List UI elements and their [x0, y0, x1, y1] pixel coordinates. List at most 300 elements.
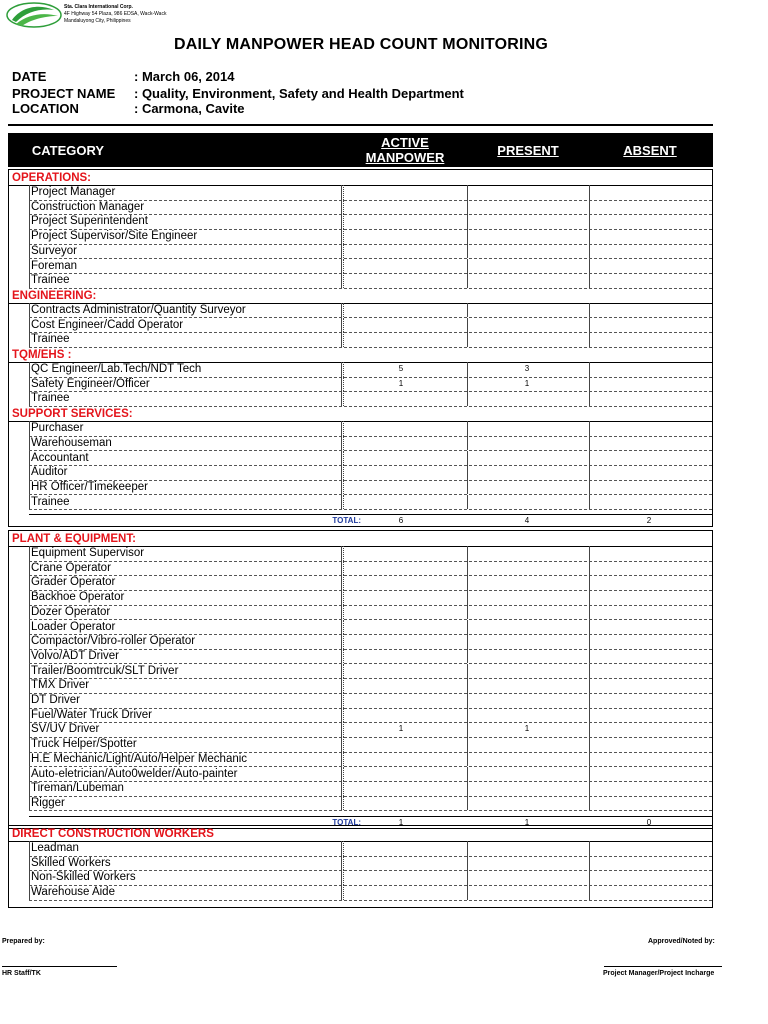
column-divider — [341, 649, 342, 664]
column-divider — [467, 421, 468, 436]
row-label: Non-Skilled Workers — [31, 871, 136, 884]
table-row — [29, 722, 712, 738]
column-divider — [589, 303, 590, 318]
row-label: Auto-eletrician/Auto0welder/Auto-painter — [31, 767, 238, 780]
column-divider — [589, 391, 590, 406]
colon-divider — [343, 693, 344, 708]
column-divider — [467, 885, 468, 900]
row-label: Backhoe Operator — [31, 591, 125, 604]
row-label: TMX Driver — [31, 679, 90, 692]
approved-signature-line — [604, 966, 722, 967]
column-divider — [467, 200, 468, 215]
prepared-by-label: Prepared by: — [2, 938, 45, 945]
column-divider — [467, 796, 468, 811]
column-divider — [467, 391, 468, 406]
column-divider — [589, 332, 590, 347]
table-header — [8, 133, 713, 167]
column-divider — [589, 781, 590, 796]
row-label: H.E Mechanic/Light/Auto/Helper Mechanic — [31, 752, 248, 765]
column-divider — [589, 451, 590, 466]
row-left-border — [29, 480, 30, 495]
cell-present: 1 — [524, 378, 530, 388]
info-label: PROJECT NAME — [12, 86, 116, 101]
info-value: : Quality, Environment, Safety and Health Department — [134, 86, 464, 101]
column-divider — [467, 678, 468, 693]
row-left-border — [29, 885, 30, 900]
column-divider — [341, 273, 342, 288]
column-divider — [341, 546, 342, 561]
header-active-line1: ACTIVE — [381, 135, 429, 150]
column-divider — [589, 590, 590, 605]
table-row — [29, 664, 712, 680]
column-divider — [467, 649, 468, 664]
column-divider — [467, 664, 468, 679]
row-label: Auditor — [31, 466, 68, 479]
column-divider — [589, 318, 590, 333]
colon-divider — [343, 708, 344, 723]
column-divider — [341, 856, 342, 871]
row-left-border — [29, 870, 30, 885]
colon-divider — [343, 856, 344, 871]
row-left-border — [29, 546, 30, 561]
column-divider — [467, 781, 468, 796]
row-left-border — [29, 664, 30, 679]
column-divider — [467, 856, 468, 871]
colon-divider — [343, 634, 344, 649]
column-divider — [341, 678, 342, 693]
row-left-border — [29, 362, 30, 377]
total-present: 1 — [524, 817, 530, 827]
column-divider — [589, 737, 590, 752]
row-left-border — [29, 495, 30, 510]
table-row — [29, 708, 712, 724]
row-label: Surveyor — [31, 244, 78, 257]
total-active: 6 — [398, 516, 404, 526]
row-label: HR Officer/Timekeeper — [31, 480, 148, 493]
column-divider — [341, 752, 342, 767]
section-title: TQM/EHS : — [12, 349, 72, 361]
column-divider — [341, 495, 342, 510]
row-label: Volvo/ADT Driver — [31, 649, 119, 662]
column-divider — [589, 273, 590, 288]
table-row — [29, 362, 712, 378]
column-divider — [589, 767, 590, 782]
column-divider — [589, 561, 590, 576]
row-left-border — [29, 303, 30, 318]
column-divider — [467, 451, 468, 466]
column-divider — [589, 605, 590, 620]
column-divider — [589, 752, 590, 767]
table-row — [29, 303, 712, 319]
table-row — [29, 546, 712, 562]
approved-role: Project Manager/Project Incharge — [603, 970, 715, 977]
colon-divider — [343, 575, 344, 590]
column-divider — [589, 634, 590, 649]
column-divider — [467, 693, 468, 708]
row-left-border — [29, 318, 30, 333]
info-value: : Carmona, Cavite — [134, 101, 245, 116]
table-row — [29, 451, 712, 467]
total-label: TOTAL: — [332, 817, 361, 827]
column-divider — [341, 318, 342, 333]
column-divider — [341, 590, 342, 605]
colon-divider — [343, 421, 344, 436]
column-divider — [589, 259, 590, 274]
column-divider — [341, 885, 342, 900]
cell-present: 1 — [524, 724, 530, 734]
row-label: Leadman — [31, 842, 79, 854]
section-title: ENGINEERING: — [12, 289, 97, 302]
info-line — [12, 69, 234, 85]
row-label: Fuel/Water Truck Driver — [31, 708, 152, 721]
column-divider — [589, 546, 590, 561]
table-row — [29, 620, 712, 636]
column-divider — [589, 678, 590, 693]
row-left-border — [29, 781, 30, 796]
row-left-border — [29, 767, 30, 782]
column-divider — [341, 465, 342, 480]
row-label: Safety Engineer/Officer — [31, 377, 150, 390]
colon-divider — [343, 737, 344, 752]
row-left-border — [29, 200, 30, 215]
colon-divider — [343, 885, 344, 900]
colon-divider — [343, 214, 344, 229]
table-row — [29, 693, 712, 709]
column-divider — [341, 767, 342, 782]
colon-divider — [343, 451, 344, 466]
header-active-line2: MANPOWER — [365, 150, 445, 165]
row-left-border — [29, 634, 30, 649]
colon-divider — [343, 244, 344, 259]
column-divider — [589, 870, 590, 885]
column-divider — [341, 421, 342, 436]
info-line — [12, 86, 464, 102]
table-row — [29, 421, 712, 437]
column-divider — [467, 708, 468, 723]
colon-divider — [343, 259, 344, 274]
column-divider — [589, 200, 590, 215]
column-divider — [467, 465, 468, 480]
column-divider — [589, 575, 590, 590]
column-divider — [467, 841, 468, 856]
row-label: Dozer Operator — [31, 605, 111, 618]
table-row — [29, 259, 712, 275]
table-row — [29, 649, 712, 665]
column-divider — [467, 273, 468, 288]
section-title: PLANT & EQUIPMENT: — [12, 533, 136, 545]
row-left-border — [29, 722, 30, 737]
column-divider — [467, 620, 468, 635]
column-divider — [467, 546, 468, 561]
colon-divider — [343, 752, 344, 767]
column-divider — [467, 590, 468, 605]
row-left-border — [29, 737, 30, 752]
row-left-border — [29, 229, 30, 244]
prepared-signature-line — [2, 966, 117, 967]
column-divider — [341, 561, 342, 576]
column-divider — [589, 796, 590, 811]
column-divider — [467, 332, 468, 347]
total-absent: 0 — [646, 817, 652, 827]
column-divider — [589, 708, 590, 723]
row-left-border — [29, 752, 30, 767]
row-left-border — [29, 649, 30, 664]
cell-active: 1 — [398, 378, 404, 388]
row-label: Cost Engineer/Cadd Operator — [31, 318, 184, 331]
column-divider — [467, 575, 468, 590]
colon-divider — [343, 480, 344, 495]
total-present: 4 — [524, 516, 530, 526]
column-divider — [341, 693, 342, 708]
row-left-border — [29, 451, 30, 466]
colon-divider — [343, 229, 344, 244]
column-divider — [341, 620, 342, 635]
colon-divider — [343, 678, 344, 693]
row-label: Purchaser — [31, 422, 84, 435]
row-label: DT Driver — [31, 694, 80, 706]
column-divider — [341, 841, 342, 856]
column-divider — [589, 885, 590, 900]
row-label: Construction Manager — [31, 200, 145, 213]
colon-divider — [343, 303, 344, 318]
row-left-border — [29, 561, 30, 576]
header-category: CATEGORY — [31, 143, 105, 158]
table-row — [29, 229, 712, 245]
column-divider — [467, 870, 468, 885]
row-label: Trailer/Boomtrcuk/SLT Driver — [31, 664, 179, 677]
column-divider — [589, 377, 590, 392]
column-divider — [589, 465, 590, 480]
colon-divider — [343, 332, 344, 347]
header-present: PRESENT — [497, 143, 559, 158]
colon-divider — [343, 841, 344, 856]
table-row — [29, 436, 712, 452]
info-line — [12, 101, 245, 117]
table-row — [29, 561, 712, 577]
column-divider — [467, 737, 468, 752]
colon-divider — [343, 590, 344, 605]
section-title: SUPPORT SERVICES: — [12, 408, 133, 421]
info-value: : March 06, 2014 — [134, 69, 235, 84]
row-label: Warehouseman — [31, 436, 112, 449]
colon-divider — [343, 200, 344, 215]
colon-divider — [343, 664, 344, 679]
column-divider — [589, 856, 590, 871]
column-divider — [467, 185, 468, 200]
colon-divider — [343, 273, 344, 288]
colon-divider — [343, 620, 344, 635]
table-block — [8, 169, 713, 527]
colon-divider — [343, 605, 344, 620]
column-divider — [589, 620, 590, 635]
company-address-2: Mandaluyong City, Philippines — [64, 18, 131, 24]
column-divider — [589, 693, 590, 708]
column-divider — [589, 185, 590, 200]
row-label: Project Supervisor/Site Engineer — [31, 230, 198, 243]
colon-divider — [343, 870, 344, 885]
column-divider — [589, 480, 590, 495]
row-label: Crane Operator — [31, 561, 111, 574]
table-row — [29, 781, 712, 797]
row-left-border — [29, 465, 30, 480]
column-divider — [467, 495, 468, 510]
colon-divider — [343, 436, 344, 451]
table-row — [29, 318, 712, 334]
company-name: Sta. Clara International Corp. — [64, 4, 133, 10]
document-title: DAILY MANPOWER HEAD COUNT MONITORING — [173, 36, 549, 53]
column-divider — [467, 318, 468, 333]
row-left-border — [29, 273, 30, 288]
table-row — [29, 634, 712, 650]
row-left-border — [29, 377, 30, 392]
cell-active: 1 — [398, 724, 404, 734]
approved-by-label: Approved/Noted by: — [648, 938, 715, 945]
row-label: Warehouse Aide — [31, 886, 115, 899]
row-left-border — [29, 590, 30, 605]
row-label: Accountant — [31, 451, 89, 464]
column-divider — [467, 259, 468, 274]
row-left-border — [29, 796, 30, 811]
row-label: Grader Operator — [31, 576, 116, 589]
info-label: LOCATION — [12, 101, 79, 116]
table-row — [29, 495, 712, 511]
table-row — [29, 273, 712, 289]
colon-divider — [343, 495, 344, 510]
column-divider — [589, 649, 590, 664]
row-left-border — [29, 708, 30, 723]
row-left-border — [29, 214, 30, 229]
section-title: OPERATIONS: — [12, 172, 92, 184]
row-left-border — [29, 841, 30, 856]
row-left-border — [29, 185, 30, 200]
row-label: Project Manager — [31, 186, 116, 198]
row-label: Trainee — [31, 495, 70, 508]
row-left-border — [29, 391, 30, 406]
column-divider — [341, 605, 342, 620]
table-row — [29, 391, 712, 407]
row-label: Loader Operator — [31, 620, 116, 633]
column-divider — [467, 436, 468, 451]
column-divider — [589, 436, 590, 451]
colon-divider — [343, 185, 344, 200]
table-block — [8, 825, 713, 908]
table-row — [29, 856, 712, 872]
row-label: Tireman/Lubeman — [31, 782, 124, 795]
column-divider — [467, 561, 468, 576]
column-divider — [467, 767, 468, 782]
row-label: Compactor/Vibro-roller Operator — [31, 635, 196, 648]
row-left-border — [29, 856, 30, 871]
row-left-border — [29, 421, 30, 436]
column-divider — [341, 575, 342, 590]
table-row — [29, 575, 712, 591]
row-label: Trainee — [31, 274, 70, 287]
column-divider — [467, 480, 468, 495]
column-divider — [589, 421, 590, 436]
cell-present: 3 — [524, 364, 530, 373]
row-left-border — [29, 693, 30, 708]
column-divider — [341, 451, 342, 466]
info-label: DATE — [12, 69, 47, 84]
table-row — [29, 480, 712, 496]
column-divider — [589, 841, 590, 856]
colon-divider — [343, 561, 344, 576]
colon-divider — [343, 391, 344, 406]
colon-divider — [343, 649, 344, 664]
row-left-border — [29, 436, 30, 451]
table-row — [29, 244, 712, 260]
table-row — [29, 841, 712, 857]
row-label: Foreman — [31, 259, 78, 272]
column-divider — [341, 708, 342, 723]
row-label: Rigger — [31, 796, 65, 809]
row-label: Skilled Workers — [31, 856, 111, 869]
column-divider — [589, 722, 590, 737]
row-label: QC Engineer/Lab.Tech/NDT Tech — [31, 363, 202, 375]
column-divider — [589, 214, 590, 229]
colon-divider — [343, 546, 344, 561]
colon-divider — [343, 781, 344, 796]
table-row — [29, 332, 712, 348]
column-divider — [467, 605, 468, 620]
table-row — [29, 200, 712, 216]
column-divider — [341, 303, 342, 318]
column-divider — [341, 870, 342, 885]
row-label: Truck Helper/Spotter — [31, 738, 137, 751]
row-label: Project Superintendent — [31, 215, 148, 228]
column-divider — [467, 244, 468, 259]
column-divider — [467, 229, 468, 244]
table-row — [29, 605, 712, 621]
row-left-border — [29, 244, 30, 259]
row-left-border — [29, 575, 30, 590]
column-divider — [341, 185, 342, 200]
column-divider — [341, 259, 342, 274]
row-left-border — [29, 678, 30, 693]
table-row — [29, 465, 712, 481]
cell-active: 5 — [398, 364, 404, 373]
row-label: Trainee — [31, 392, 70, 405]
row-label: Contracts Administrator/Quantity Surveyor — [31, 303, 246, 316]
column-divider — [341, 391, 342, 406]
colon-divider — [343, 318, 344, 333]
total-row — [29, 514, 712, 527]
colon-divider — [343, 796, 344, 811]
prepared-role: HR Staff/TK — [2, 970, 41, 977]
total-absent: 2 — [646, 516, 652, 526]
header-absent: ABSENT — [623, 143, 677, 158]
total-label: TOTAL: — [332, 516, 361, 526]
section-title: DIRECT CONSTRUCTION WORKERS — [12, 828, 214, 840]
column-divider — [589, 244, 590, 259]
table-row — [29, 870, 712, 886]
column-divider — [341, 796, 342, 811]
column-divider — [341, 634, 342, 649]
row-label: SV/UV Driver — [31, 723, 100, 736]
table-row — [29, 767, 712, 783]
row-left-border — [29, 605, 30, 620]
table-row — [29, 885, 712, 901]
table-row — [29, 752, 712, 768]
column-divider — [341, 781, 342, 796]
column-divider — [467, 634, 468, 649]
column-divider — [341, 664, 342, 679]
company-address-1: 4F Highway 54 Plaza, 986 EDSA, Wack-Wack — [64, 11, 167, 17]
colon-divider — [343, 767, 344, 782]
column-divider — [467, 752, 468, 767]
column-divider — [589, 495, 590, 510]
column-divider — [341, 200, 342, 215]
